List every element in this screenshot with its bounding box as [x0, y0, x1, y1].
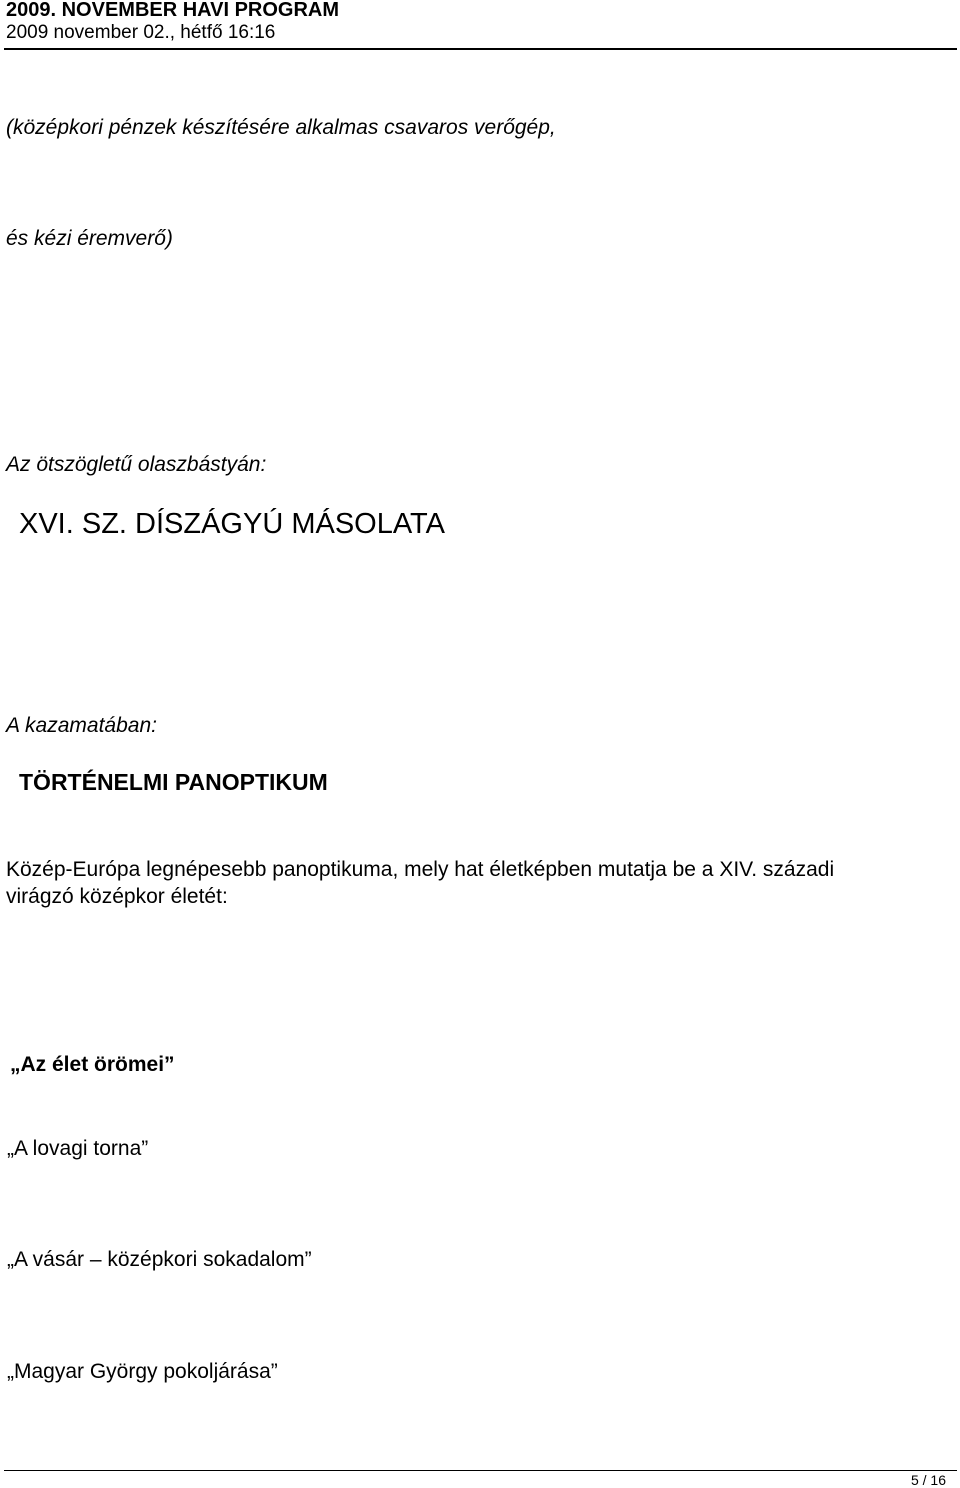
bastion-label: Az ötszögletű olaszbástyán: [6, 453, 267, 476]
dungeon-label: A kazamatában: [6, 714, 157, 737]
panoptikum-description: Közép-Európa legnépesebb panoptikuma, mely hat életképben mutatja be a XIV. századi virágzó középkor életét: [6, 858, 835, 908]
intro-line-1: (középkori pénzek készítésére alkalmas csavaros verőgép, [6, 116, 556, 139]
bastion-title: XVI. SZ. DÍSZÁGYÚ MÁSOLATA [19, 508, 445, 540]
intro-line-2: és kézi éremverő) [6, 227, 173, 250]
scene-item: „A vásár – középkori sokadalom” [7, 1248, 312, 1271]
scene-item: „Magyar György pokoljárása” [7, 1360, 278, 1383]
footer-divider [4, 1470, 957, 1471]
scene-item: „A lovagi torna” [7, 1137, 149, 1160]
scene-item: „Az élet örömei” [10, 1053, 175, 1076]
document-date: 2009 november 02., hétfő 16:16 [6, 22, 276, 43]
page-number: 5 / 16 [910, 1472, 946, 1488]
dungeon-title: TÖRTÉNELMI PANOPTIKUM [19, 769, 328, 795]
document-title: 2009. NOVEMBER HAVI PROGRAM [6, 0, 340, 21]
header-divider [4, 48, 957, 50]
